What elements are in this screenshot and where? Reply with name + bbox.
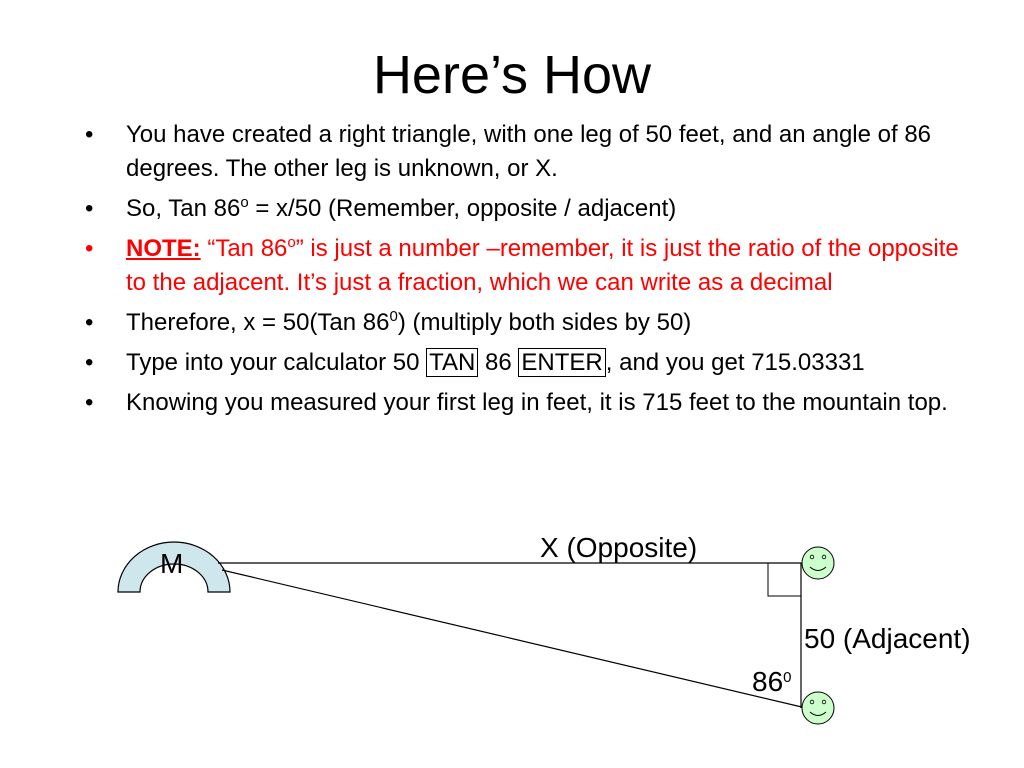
bullet-text: “Tan 86 (200, 235, 288, 262)
degree-superscript: 0 (783, 669, 792, 686)
slide-title: Here’s How (372, 45, 652, 105)
bullet-marker: • (85, 389, 94, 416)
bullet-text: = x/50 (Remember, opposite / adjacent) (248, 195, 677, 222)
bullet-text: Therefore, x = 50(Tan 86 (126, 309, 390, 336)
angle-label (752, 666, 792, 698)
bullet-text: So, Tan 86 (126, 195, 241, 222)
bullet-marker: • (85, 195, 94, 222)
bullet-text: Knowing you measured your first leg in feet, it is 715 feet to the mountain top. (126, 389, 948, 416)
bullet-marker: • (85, 349, 94, 376)
calculator-key-tan: TAN (426, 348, 478, 377)
mountain-label: M (160, 548, 184, 579)
smiley-face-icon (802, 547, 834, 579)
note-label: NOTE: (126, 235, 201, 262)
right-angle-marker (768, 563, 801, 596)
angle-value: 86 (752, 666, 784, 697)
smiley-face-icon (802, 692, 834, 724)
degree-superscript: o (287, 234, 296, 251)
bullet-text: ) (multiply both sides by 50) (397, 309, 692, 336)
bullet-text: ” is just a number –remember, it is just the ratio of the opposite to the adjacent. It’s just a fraction, which we can write as a decimal (126, 235, 959, 296)
bullet-text: You have created a right triangle, with one leg of 50 feet, and an angle of 86 degrees. The other leg is unknown, or X. (126, 121, 932, 182)
bullet-text: Type into your calculator 50 (126, 349, 427, 376)
bullet-marker: • (85, 121, 94, 148)
bullet-text: 86 (478, 349, 519, 376)
hypotenuse-line (222, 570, 806, 708)
degree-superscript: 0 (389, 308, 398, 325)
bullet-marker: • (85, 309, 94, 336)
bullet-marker: • (85, 235, 94, 262)
calculator-key-enter: ENTER (518, 348, 605, 377)
bullet-text: , and you get 715.03331 (605, 349, 865, 376)
adjacent-label: 50 (Adjacent) (804, 623, 971, 654)
degree-superscript: o (240, 194, 249, 211)
opposite-label: X (Opposite) (540, 532, 698, 563)
